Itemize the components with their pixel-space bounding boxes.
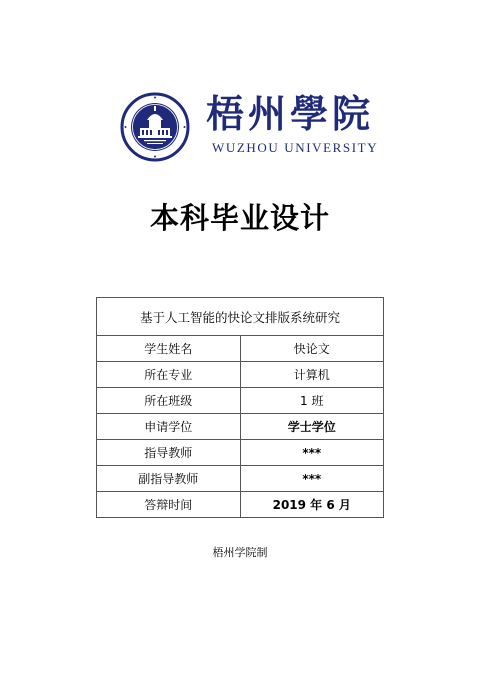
row-value-defense-date: 2019 年 6 月 (240, 492, 384, 518)
table-row (97, 362, 384, 388)
university-logo (120, 92, 380, 166)
row-value-co-advisor: *** (240, 466, 384, 492)
table-row (97, 492, 384, 518)
row-label-degree: 申请学位 (97, 414, 241, 440)
row-value-degree: 学士学位 (240, 414, 384, 440)
thesis-title: 基于人工智能的快论文排版系统研究 (97, 298, 384, 336)
row-label-class: 所在班级 (97, 388, 241, 414)
row-label-co-advisor: 副指导教师 (97, 466, 241, 492)
university-name-cn: 梧州學院 (206, 91, 375, 136)
row-value-major: 计算机 (240, 362, 384, 388)
document-title: 本科毕业设计 (149, 201, 330, 235)
row-value-student-name: 快论文 (240, 336, 384, 362)
row-label-student-name: 学生姓名 (97, 336, 241, 362)
university-seal-icon (120, 92, 190, 162)
row-label-advisor: 指导教师 (97, 440, 241, 466)
thesis-title-row (97, 298, 384, 336)
table-row (97, 466, 384, 492)
table-row (97, 414, 384, 440)
table-row (97, 336, 384, 362)
row-label-defense-date: 答辩时间 (97, 492, 241, 518)
footer-issuer: 梧州学院制 (212, 546, 268, 559)
row-value-class: 1 班 (240, 388, 384, 414)
row-value-advisor: *** (240, 440, 384, 466)
info-table (96, 297, 384, 518)
table-row (97, 388, 384, 414)
table-row (97, 440, 384, 466)
university-name-en: WUZHOU UNIVERSITY (212, 140, 379, 155)
row-label-major: 所在专业 (97, 362, 241, 388)
